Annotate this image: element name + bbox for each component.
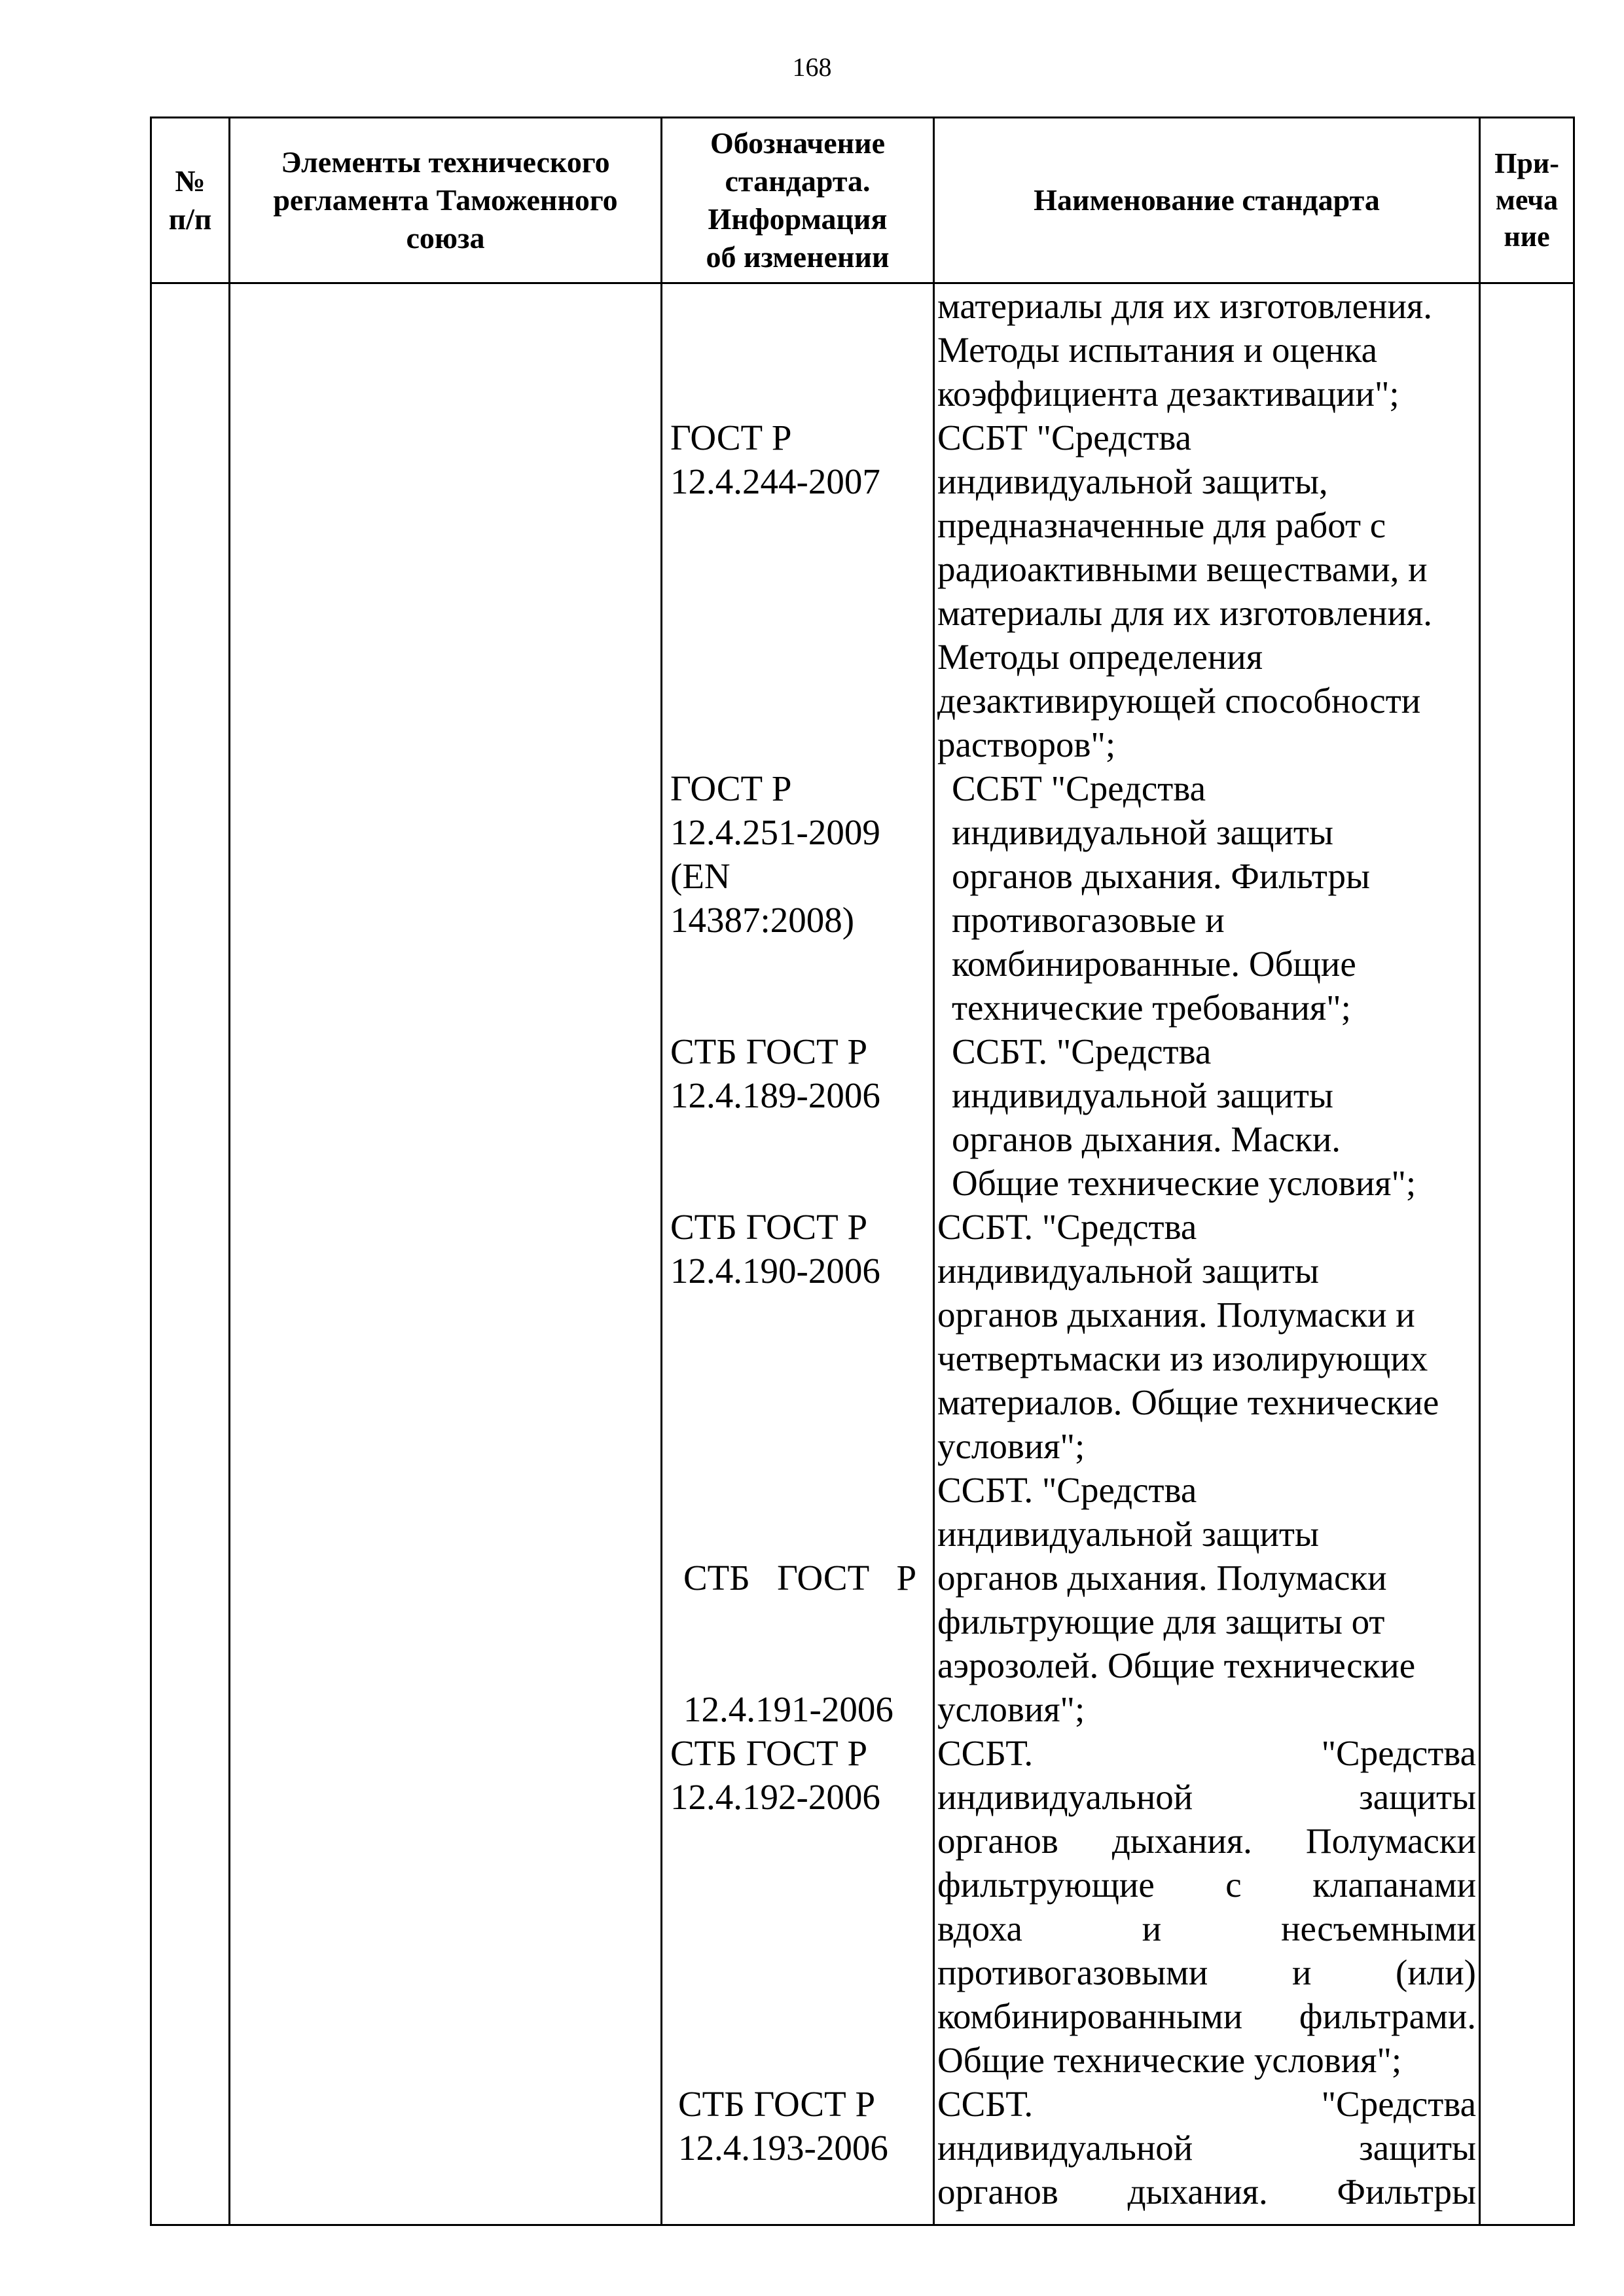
name-entry-251: ССБТ "Средства индивидуальной защиты органов дыхания. Фильтры противогазовые и комбинированные. Общие технические требования"; <box>952 768 1370 1028</box>
cell-designations <box>662 283 934 2225</box>
name-entry-191: ССБТ. "Средства индивидуальной защиты органов дыхания. Полумаски фильтрующие для защиты от аэрозолей. Общие технические условия"; <box>937 1470 1416 1729</box>
cell-standard-names <box>934 283 1480 2225</box>
name-entry-190: ССБТ. "Средства индивидуальной защиты органов дыхания. Полумаски и четвертьмаски из изолирующих материалов. Общие технические условия"; <box>937 1207 1439 1466</box>
name-entry-244: ССБТ "Средства индивидуальной защиты, предназначенные для работ с радиоактивными веществами, и материалы для их изготовления. Методы определения дезактивирующей способности растворов"; <box>937 418 1432 764</box>
name-entry-189: ССБТ. "Средства индивидуальной защиты органов дыхания. Маски. Общие технические условия"; <box>952 1031 1416 1203</box>
std-entry-244: ГОСТ Р 12.4.244-2007 <box>670 418 880 501</box>
std-entry-251: ГОСТ Р 12.4.251-2009 (EN 14387:2008) <box>670 768 880 940</box>
table-header-row <box>151 118 1574 283</box>
header-number: № п/п <box>151 118 230 283</box>
table-row <box>151 283 1574 2225</box>
page-number: 168 <box>792 52 832 82</box>
header-standard-name: Наименование стандарта <box>934 118 1480 283</box>
header-designation: Обозначение стандарта. Информация об изменении <box>662 118 934 283</box>
name-entry-193: ССБТ. "Средства индивидуальной защиты органов дыхания. Фильтры <box>937 2084 1476 2212</box>
std-entry-190: СТБ ГОСТ Р 12.4.190-2006 <box>670 1207 880 1291</box>
std-entry-192: СТБ ГОСТ Р 12.4.192-2006 <box>670 1733 880 1817</box>
std-entry-193: СТБ ГОСТ Р 12.4.193-2006 <box>678 2084 888 2168</box>
name-entry-192: ССБТ. "Средства индивидуальной защиты органов дыхания. Полумаски фильтрующие с клапанами вдоха и несъемными противогазовыми и (или) комбинированными фильтрами. Общие технические условия"; <box>937 1733 1476 2080</box>
std-entry-189: СТБ ГОСТ Р 12.4.189-2006 <box>670 1031 880 1115</box>
cell-number <box>151 283 230 2225</box>
cell-elements <box>230 283 662 2225</box>
cell-note <box>1480 283 1574 2225</box>
name-entry-continuation: материалы для их изготовления. Методы испытания и оценка коэффициента дезактивации"; <box>937 286 1432 414</box>
std-spacer <box>670 284 933 416</box>
standards-table <box>150 117 1575 2226</box>
header-elements: Элементы технического регламента Таможенного союза <box>230 118 662 283</box>
header-note: При- меча ние <box>1480 118 1574 283</box>
std-entry-191: СТБ ГОСТ Р 12.4.191-2006 <box>683 1558 917 1729</box>
